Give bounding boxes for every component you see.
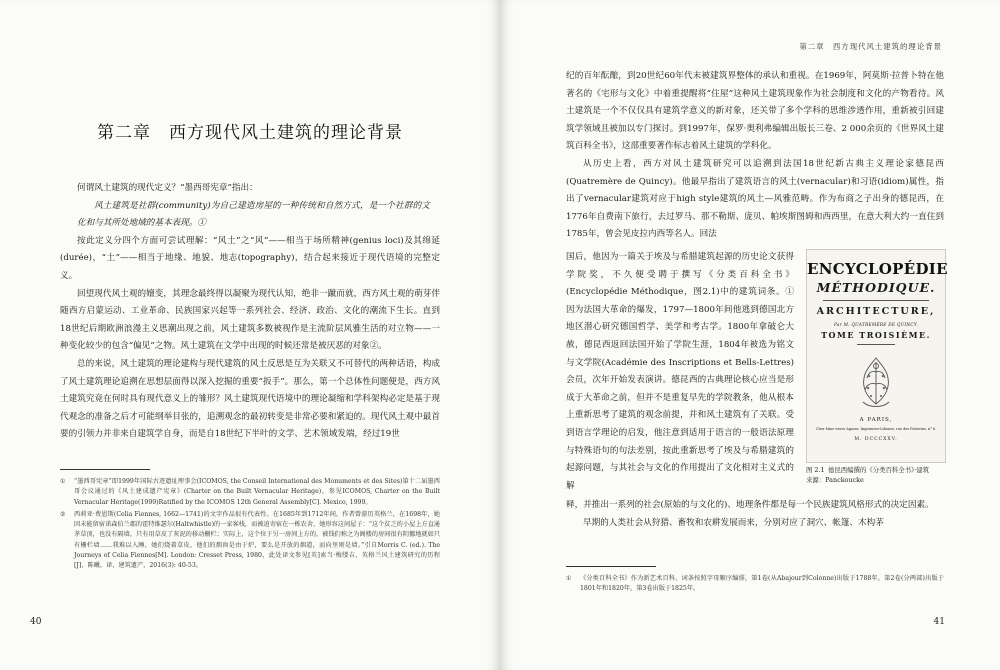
footnote-rule (566, 566, 656, 567)
figure-subject: ARCHITECTURE, (816, 306, 936, 317)
page-number: 41 (933, 617, 945, 627)
footnote-mark: ① (566, 575, 572, 582)
body-paragraph: 总的来说，风土建筑的理论建构与现代建筑的风土反思是互为关联又不可替代的两种话语，构成了风土建筑理论追溯在思想层面得以深入挖掘的重要“扳手”。那么，第一个总体性问题便是，西方风土建筑究竟在何时具有现代意义上的雏形？风土建筑现代语境中的理论凝缩和学科架构必定是基于现代观念的准备之后才可能纲举目张的，追溯观念的最初转变是非常必要和紧迫的。现代风土观中最首要的引领力并非来自建筑学自身，而是自18世纪下半叶的文学、艺术领域发端，经过19世 (60, 358, 440, 440)
chapter-title: 第二章 西方现代风土建筑的理论背景 (97, 123, 403, 143)
right-footnotes (566, 574, 944, 597)
right-page (500, 0, 1000, 670)
body-paragraph: 释，并推出一系列的社会(原始的与文化的)、地理条件都是每一个民族建筑风格形式的决定因素。 (566, 500, 934, 510)
right-bottom-text (566, 497, 944, 532)
figure-city: A PARIS, (859, 417, 893, 423)
footnote (566, 574, 944, 595)
left-body-text (60, 180, 440, 444)
figure-publisher: Chez Mme veuve Agasse, Imprimeur-Libraire, rue des Poitevins, n° 6. (815, 427, 937, 431)
figure-year: M. DCCCXXV. (854, 437, 898, 442)
figure-caption (806, 465, 944, 485)
figure-author: Par M. QUATREMÈRE DE QUINCY. (833, 322, 919, 327)
figure-rule (823, 300, 929, 301)
emblem-icon (851, 352, 901, 410)
footnote-mark: ② (60, 510, 66, 518)
figure-subtitle: MÉTHODIQUE. (816, 280, 936, 295)
caption-label: 图 2.1 (806, 466, 825, 474)
footnote (60, 477, 440, 508)
body-paragraph: 国后，他因为一篇关于埃及与希腊建筑起源的历史论文获得学院奖，不久便受聘于撰写《分类百科全书》(Encyclopédie Méthodique，图2.1)中的建筑词条。① 因为法国大革命的爆发，1797—1800年间他逃到德国北方地区潜心研究德国哲学、美学和考古学。1800年拿破仑大赦，德昆西返回法国开始了学院生涯，1804年被选为铭文与文学院(Académie des Inscriptions et Bells-Lettres)会员，次年开始发表演讲。德昆西的古典理论核心应当是形成于大革命之前，但并不是重复早先的学院教条，他从根本上重新思考了建筑的观念前提，并和风土建筑有了关联。受到语言学理论的启发，他注意到适用于语言的一般语法原理与特殊语句的句法差别，按此重新思考了埃及与希腊建筑的起源问题，与其社会与文化的作用提出了文化相对主义式的解 (566, 252, 794, 491)
footnote-text: 《分类百科全书》作为新艺术百科，词条按照字母顺序编排，第1卷(从Abajour到Colonne)出版于1788年，第2卷(分两部)出版于1801年和1820年，第3卷出版于1825年。 (580, 575, 944, 593)
body-paragraph: 纪的百年酝酿，到20世纪60年代末被建筑界整体的承认和重视。在1969年，阿莫斯·拉普卜特在他著名的《宅形与文化》中着重提醒将“住屋”这种风土建筑现象作为社会制度和文化的产物看待。风土建筑是一个不仅仅具有建筑学意义的新对象，还关带了多个学科的思维涉透作用，重新被引回建筑学领域且被加以专门探讨。到1997年，保罗·奥利弗编辑出版长三卷、2 000余页的《世界风土建筑百科全书》，这部重要著作标志着风土建筑的学科化。 (566, 71, 944, 152)
body-paragraph: 何谓风土建筑的现代定义？“墨西哥宪章”指出： (77, 183, 258, 193)
body-paragraph: 按此定义分四个方面可尝试理解：“风土”之“风”——相当于场所精神(genius loci)及其绵延(durée)，“土”——相当于地缘、地貌、地志(topography)，结合起来接近于现代语境的完整定义。 (60, 235, 440, 281)
caption-source: 来源：Panckoucke (806, 476, 864, 484)
footnote-text: “墨西哥宪章”即1999年国际古迹遗址理事会(ICOMOS, the Conseil International des Monuments et des Sites)第十二届墨西哥会议通过的《风土建成遗产宪章》(Charter on the Built Vernacular Heritage)，参见ICOMOS, Charter on the Built Vernacular Heritage(1999)Ratified by the ICOMOS 12th General Assembly[C]. Mexico, 1999。 (74, 478, 440, 506)
block-quote: 风土建筑是社群(community)为自己建造房屋的一种传统和自然方式，是一个社群的文化和与其所处地域的基本表现。① (77, 200, 430, 229)
page-number: 40 (30, 617, 42, 627)
figure-title: ENCYCLOPÉDIE (807, 260, 948, 278)
caption-text: 德昆西编撰的《分类百科全书》·建筑 (828, 466, 930, 474)
footnote-rule (60, 469, 150, 470)
footnote-mark: ① (60, 478, 66, 485)
footnote (60, 510, 440, 572)
running-head: 第二章 西方现代风土建筑的理论背景 (799, 42, 942, 51)
figure-title-page (806, 249, 946, 463)
figure-volume: TOME TROISIÈME. (821, 330, 931, 340)
figure-rule (857, 344, 895, 345)
body-paragraph: 从历史上看，西方对风土建筑研究可以追溯到法国18世纪新古典主义理论家德昆西(Quatremère de Quincy)。他最早指出了建筑语言的风土(vernacular)和习语(idiom)属性，指出了vernacular建筑对应于high style建筑的风土—风雅范畴。作为布商之子出身的德昆西，在1776年自费南下旅行，去过罗马、那不勒斯、庞贝、帕埃斯图姆和西西里，在意大利大约一直住到1785年，曾会见皮拉内西等名人。回法 (566, 158, 944, 240)
body-paragraph: 回望现代风土观的嬗变，其理念最终得以凝聚为现代认知，绝非一蹴而就，西方风土观的萌芽伴随西方启蒙运动、工业革命、民族国家兴起等一系列社会、经济、政治、文化的潮流下生长。直到18世纪后期欧洲浪漫主义思潮出现之前，风土建筑多数被视作是主流阶层风雅生活的对立物——一种变化较少的包含“偏见”之物。风土建筑在文学中出现的时候还常是被厌恶的对象②。 (60, 288, 440, 352)
body-paragraph: 早期的人类社会从狩猎、畜牧和农耕发展而来，分别对应了洞穴、帐篷、木构茅 (583, 517, 884, 528)
right-wrap-text (566, 249, 794, 495)
right-top-text (566, 68, 944, 244)
left-footnotes (60, 477, 440, 574)
footnote-text: 西莉亚·费恩斯(Celia Fiennes, 1662—1741)的文字作品很有代表性。在1685年到1712年间，作者曾游历英格兰，在1698年，她因未能留宿诺森伯兰郡的霍特维瑟尔(Haltwhistle)的一家客栈，而被迫寄宿在一栋农舍，她形容这间屋子：“这个贫乏的小屋上方直通茅草顶，也没有隔墙，只有用草皮了灰泥的移动栅栏；实际上，这个位于另一房间上方的，被钱们称之为阁楼的房间很有阴挪地就如只有栅栏墙……我难以入睡，她们烧着草皮，他们的烟囱是由于炉，要么是开放的烟道，而向里则是墙。”引自Morris C. (ed.). The Journeys of Celia Fiennes[M]. London: Cresset Press, 1980，此处译文参见[英]索当·梅缕吉，英格兰风土建筑研究的历程[J]，陈曦，译，建筑遗产，2016(3): 40-53。 (74, 510, 440, 570)
